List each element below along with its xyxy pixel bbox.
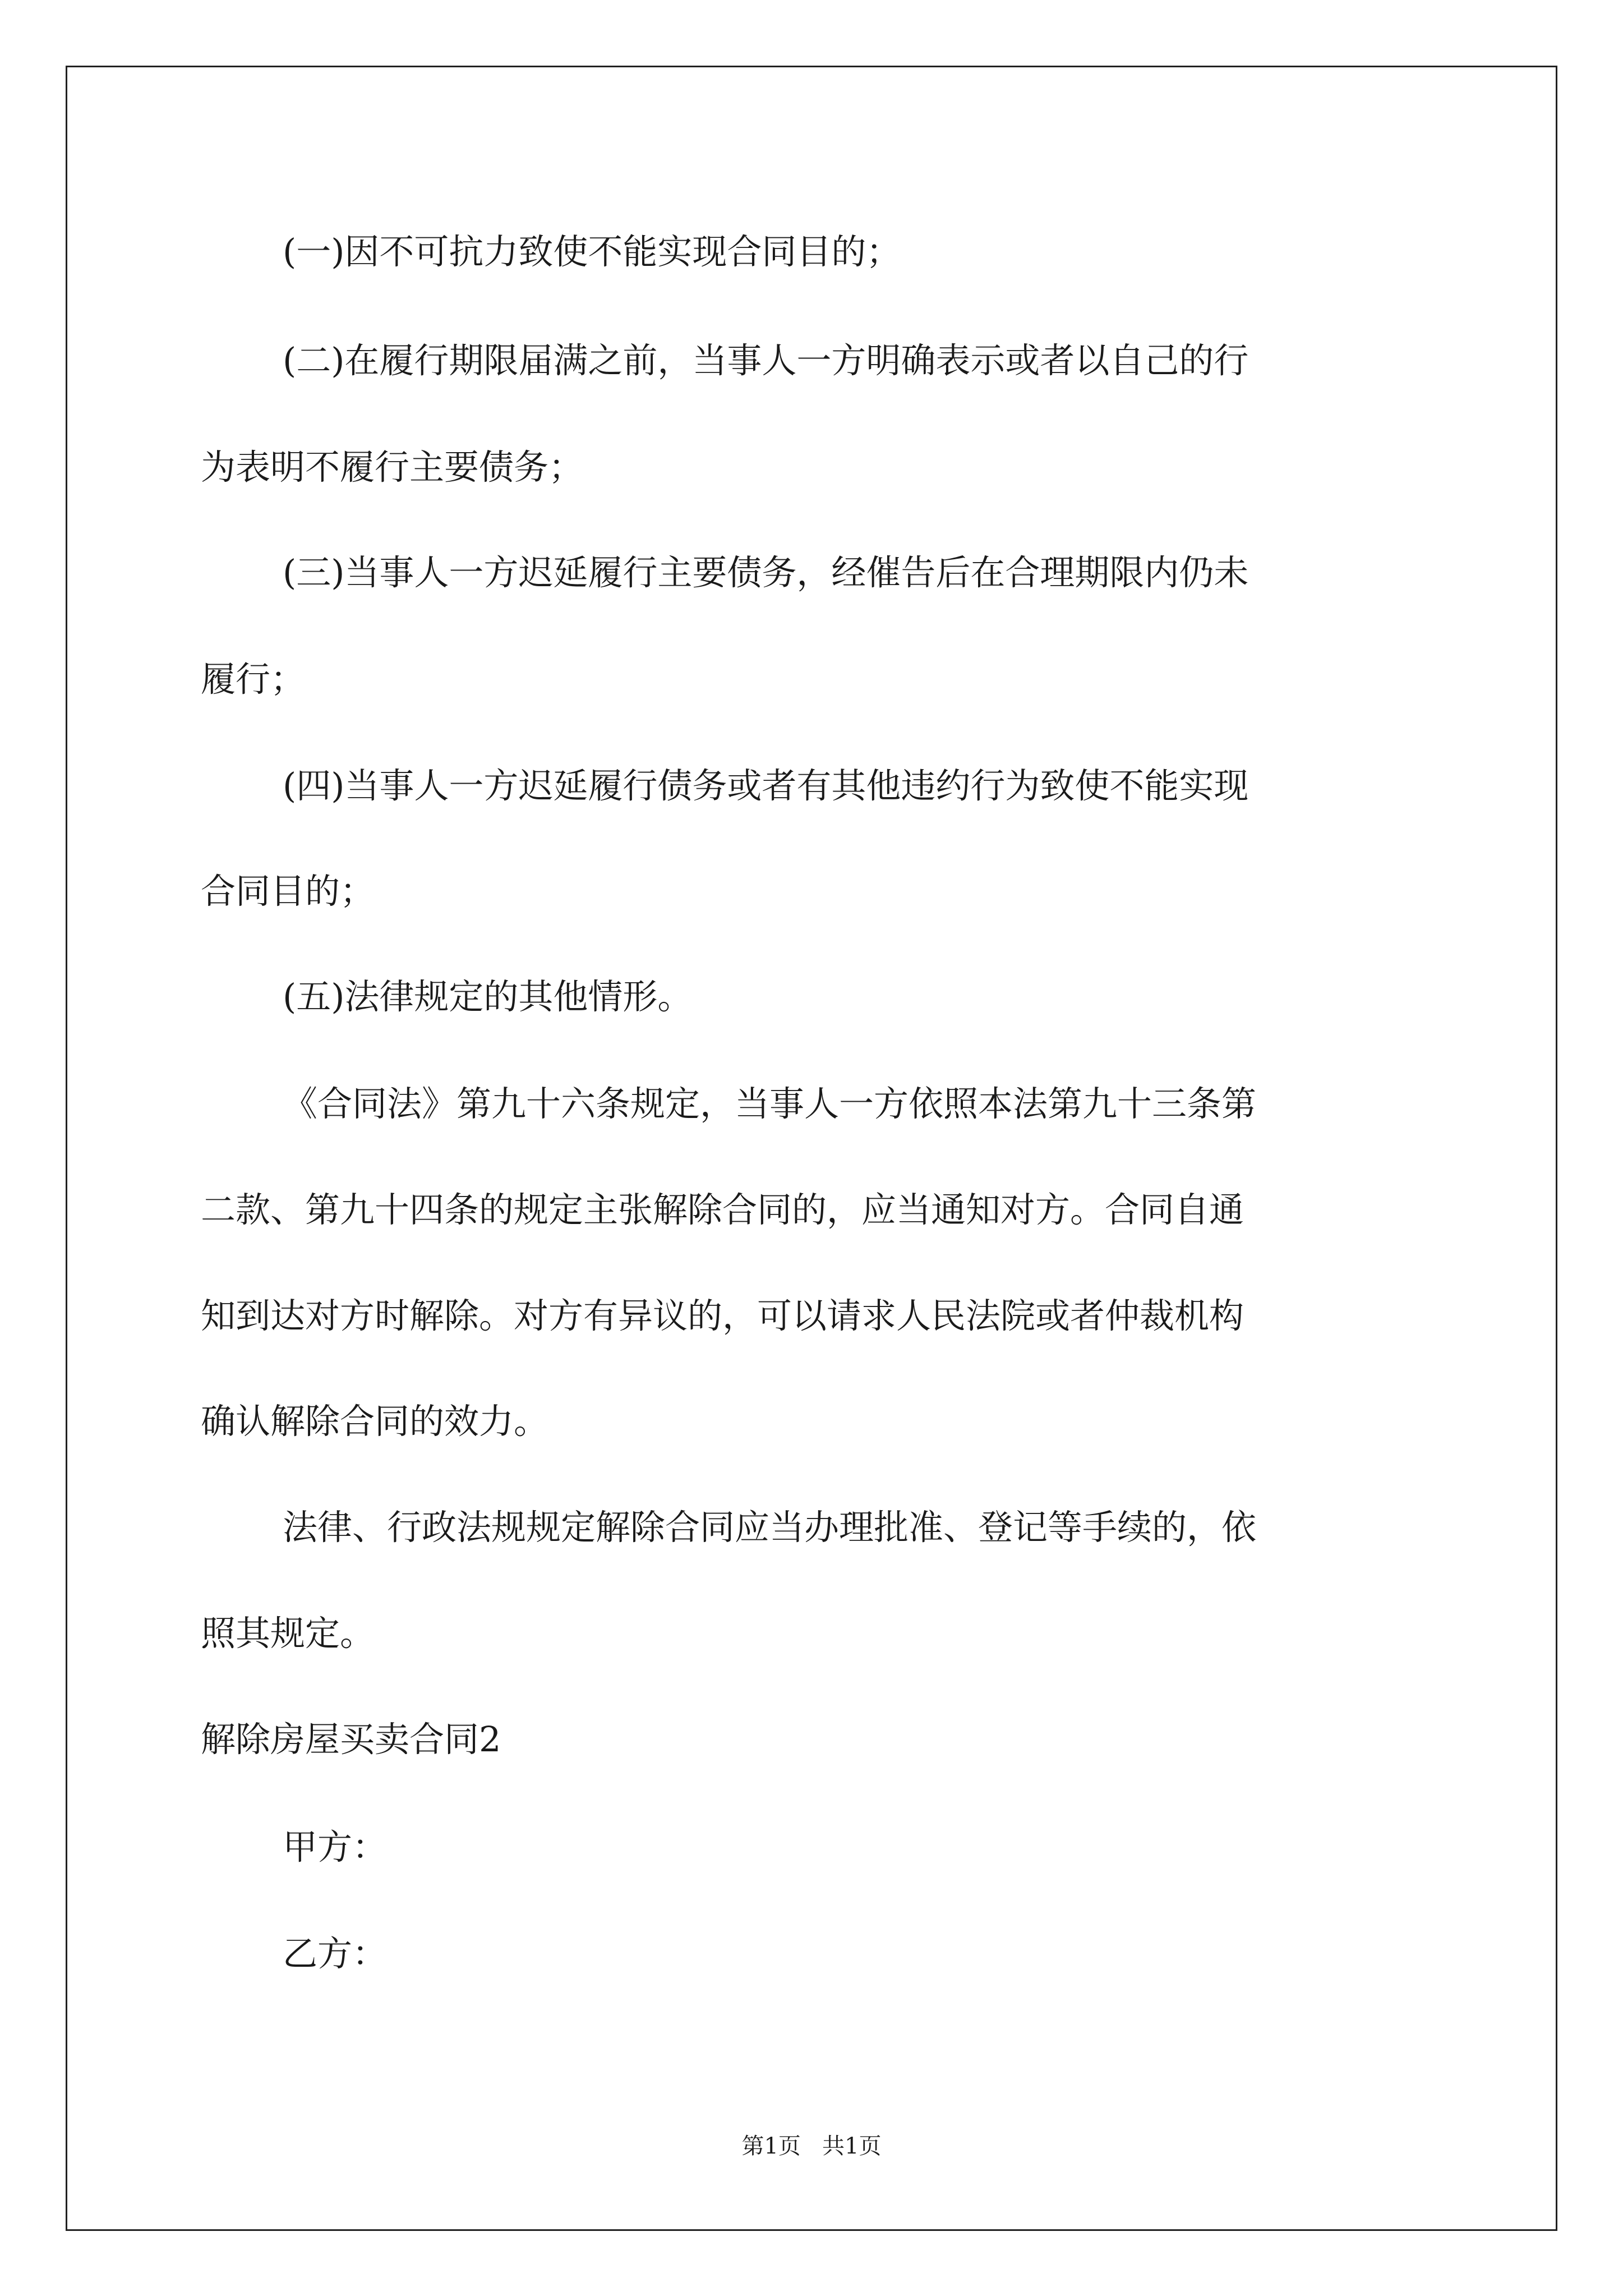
paragraph-line: 《合同法》第九十六条规定，当事人一方依照本法第九十三条第 xyxy=(283,1083,1257,1124)
paragraph-line: 二款、第九十四条的规定主张解除合同的，应当通知对方。合同自通 xyxy=(201,1189,1244,1230)
paragraph-line: 知到达对方时解除。对方有异议的，可以请求人民法院或者仲裁机构 xyxy=(201,1295,1244,1336)
section-heading: 解除房屋买卖合同2 xyxy=(201,1719,501,1760)
paragraph-line: 法律、行政法规规定解除合同应当办理批准、登记等手续的，依 xyxy=(283,1507,1257,1548)
paragraph-line: 合同目的； xyxy=(201,871,375,912)
paragraph-line: 照其规定。 xyxy=(201,1613,375,1654)
party-a-label: 甲方： xyxy=(283,1826,388,1867)
paragraph-line: (二)在履行期限届满之前，当事人一方明确表示或者以自己的行 xyxy=(283,340,1249,381)
paragraph-line: (四)当事人一方迟延履行债务或者有其他违约行为致使不能实现 xyxy=(283,765,1249,806)
paragraph-line: (一)因不可抗力致使不能实现合同目的； xyxy=(283,231,901,272)
paragraph-line: (三)当事人一方迟延履行主要债务，经催告后在合理期限内仍未 xyxy=(283,552,1249,593)
party-b-label: 乙方： xyxy=(283,1933,388,1974)
paragraph-line: (五)法律规定的其他情形。 xyxy=(283,976,693,1017)
page-border xyxy=(66,66,1557,2231)
page-footer: 第1页 共1页 xyxy=(741,2133,882,2159)
paragraph-line: 履行； xyxy=(201,659,306,700)
paragraph-line: 确认解除合同的效力。 xyxy=(201,1401,549,1442)
paragraph-line: 为表明不履行主要债务； xyxy=(201,447,584,487)
